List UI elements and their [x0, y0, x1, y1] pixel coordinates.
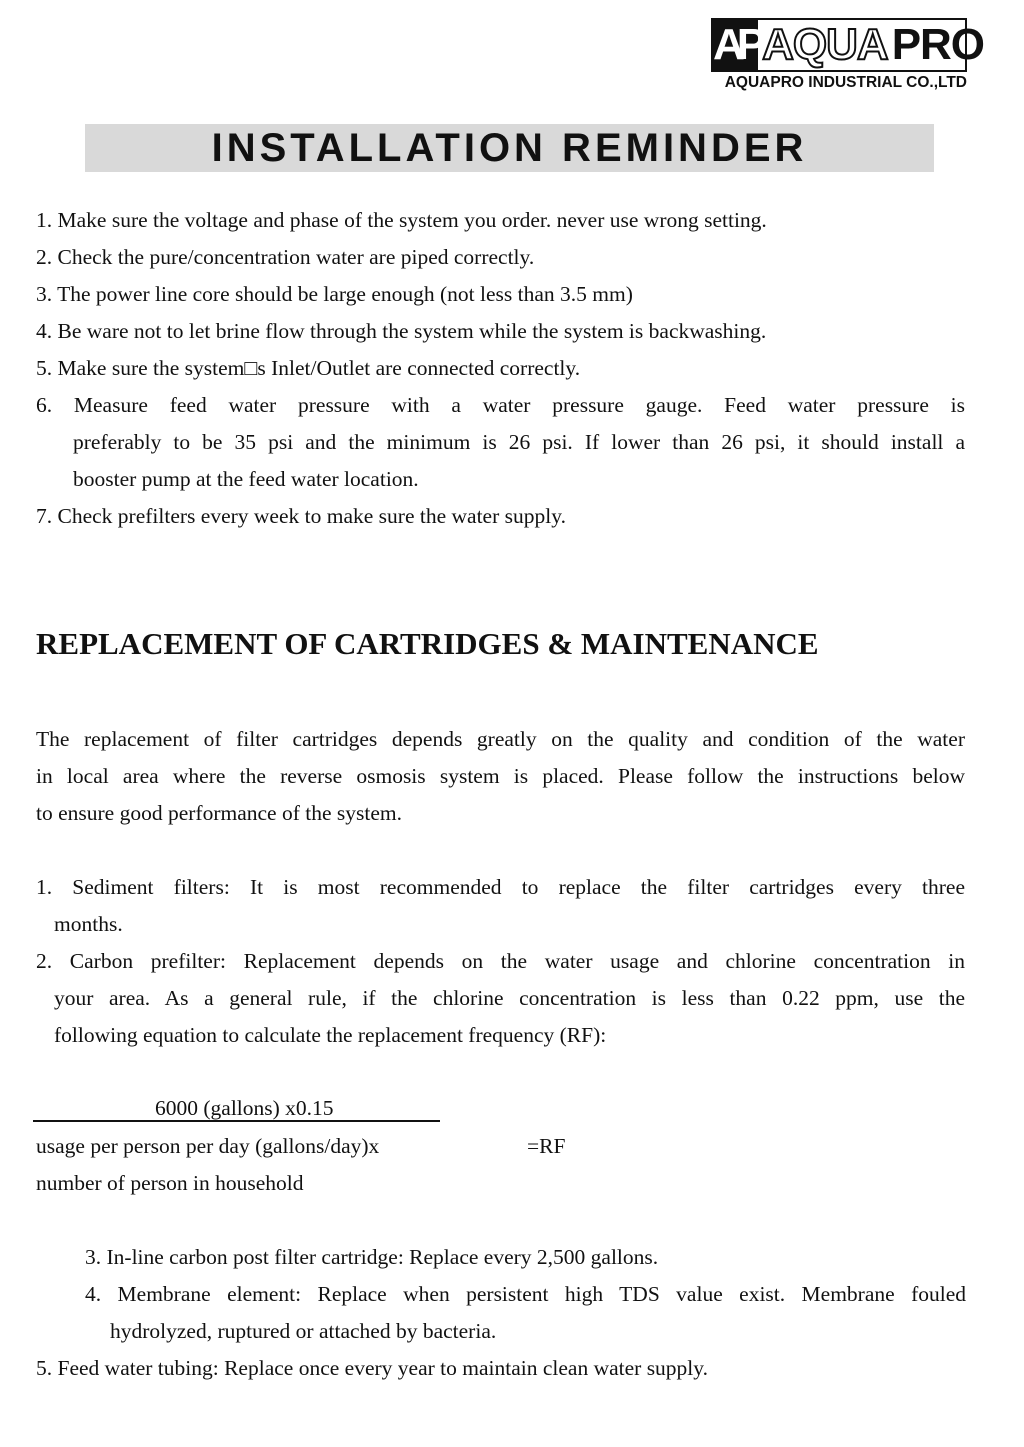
equation-denominator-1: usage per person per day (gallons/day)x: [36, 1134, 380, 1158]
equation-result: =RF: [527, 1134, 566, 1158]
installation-title: INSTALLATION REMINDER: [211, 125, 808, 170]
company-name: AQUAPRO INDUSTRIAL CO.,LTD: [724, 74, 967, 91]
maintenance-heading: REPLACEMENT OF CARTRIDGES & MAINTENANCE: [36, 626, 819, 661]
equation-numerator: 6000 (gallons) x0.15: [155, 1096, 334, 1120]
intro-line-3: to ensure good performance of the system.: [36, 801, 402, 825]
intro-line-1: The replacement of filter cartridges depends greatly on the quality and condition of the water: [36, 727, 965, 751]
maint-item-2-line3: following equation to calculate the replacement frequency (RF):: [54, 1023, 607, 1047]
install-item-7: 7. Check prefilters every week to make sure the water supply.: [36, 504, 566, 528]
fraction-bar: [33, 1120, 440, 1122]
maint-item-2-line1: 2. Carbon prefilter: Replacement depends on the water usage and chlorine concentration in: [36, 949, 965, 973]
intro-line-2: in local area where the reverse osmosis system is placed. Please follow the instructions below: [36, 764, 965, 788]
maint-item-3: 3. In-line carbon post filter cartridge: Replace every 2,500 gallons.: [85, 1245, 659, 1269]
installation-banner: [85, 124, 934, 172]
maint-item-4-line1: 4. Membrane element: Replace when persistent high TDS value exist. Membrane fouled: [85, 1282, 966, 1306]
maint-item-1-line1: 1. Sediment filters: It is most recommended to replace the filter cartridges every three: [36, 875, 965, 899]
maint-item-2-line2: your area. As a general rule, if the chlorine concentration is less than 0.22 ppm, use the: [54, 986, 965, 1010]
install-item-5: 5. Make sure the system□s Inlet/Outlet are connected correctly.: [36, 356, 581, 380]
install-item-6-line3: booster pump at the feed water location.: [73, 467, 419, 491]
logo-word-aqua: AQUA: [762, 20, 888, 69]
logo-mark: AP: [713, 20, 759, 69]
logo-box: [711, 18, 985, 72]
logo-word-pro: PRO: [891, 20, 985, 69]
maint-item-5: 5. Feed water tubing: Replace once every year to maintain clean water supply.: [36, 1356, 709, 1380]
install-item-6-line1: 6. Measure feed water pressure with a water pressure gauge. Feed water pressure is: [36, 393, 965, 417]
install-item-1: 1. Make sure the voltage and phase of the system you order. never use wrong setting.: [36, 208, 767, 232]
company-logo: [711, 18, 985, 92]
maint-item-4-line2: hydrolyzed, ruptured or attached by bacteria.: [110, 1319, 497, 1343]
install-item-6-line2: preferably to be 35 psi and the minimum is 26 psi. If lower than 26 psi, it should install a: [73, 430, 965, 454]
maint-item-1-line2: months.: [54, 912, 123, 936]
install-item-4: 4. Be ware not to let brine flow through the system while the system is backwashing.: [36, 319, 767, 343]
install-item-2: 2. Check the pure/concentration water are piped correctly.: [36, 245, 535, 269]
equation-denominator-2: number of person in household: [36, 1171, 304, 1195]
install-item-3: 3. The power line core should be large enough (not less than 3.5 mm): [36, 282, 633, 306]
